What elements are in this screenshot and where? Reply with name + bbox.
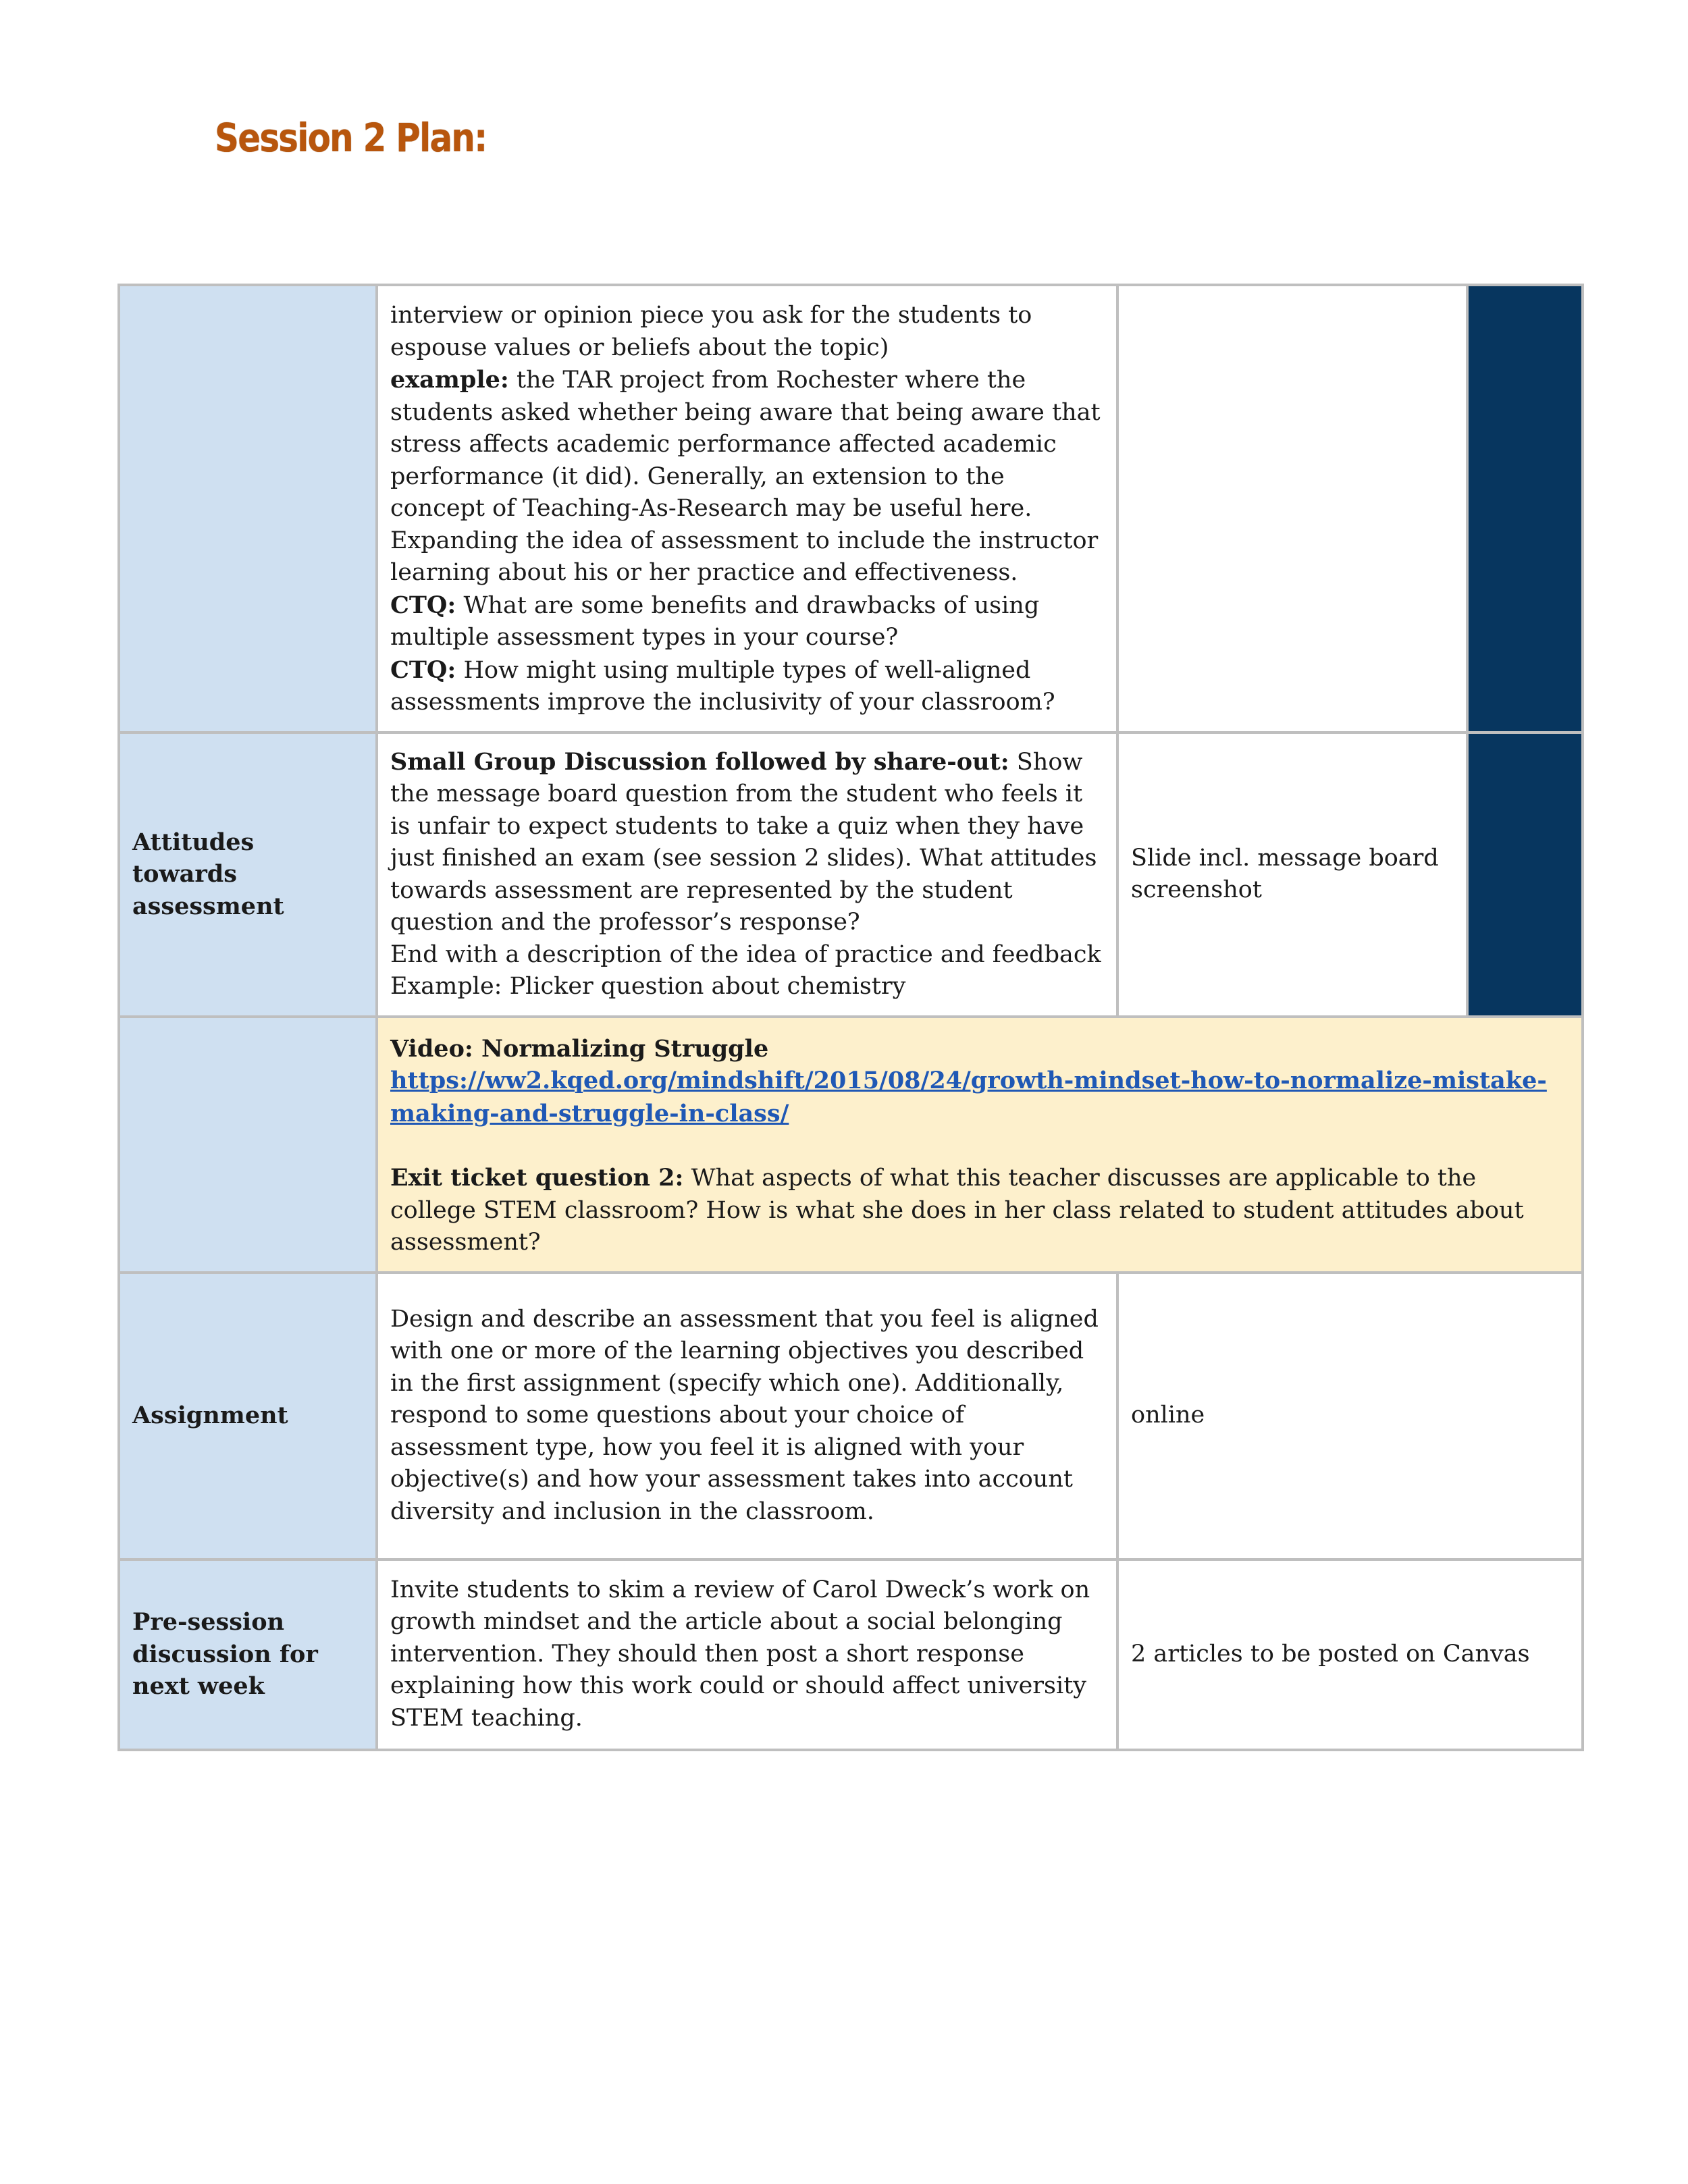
ctq-1 xyxy=(390,589,1104,654)
navy-column-cell xyxy=(1467,733,1583,1017)
example-paragraph xyxy=(390,364,1104,589)
exit-ticket-paragraph xyxy=(390,1162,1569,1259)
row-label-empty xyxy=(119,1017,377,1273)
table-row-continued xyxy=(119,285,1583,733)
intro-text: interview or opinion piece you ask for the students to espouse values or beliefs about the topic) xyxy=(390,302,1032,361)
table-row-attitudes xyxy=(119,733,1583,1017)
ctq-text: What are some benefits and drawbacks of using multiple assessment types in your course? xyxy=(390,591,1040,651)
activity-cell: Invite students to skim a review of Carol Dweck’s work on growth mindset and the article about a social belonging intervention. They should then post a short response explaining how this work could or should affect university STEM teaching. xyxy=(377,1560,1117,1750)
ctq-label: CTQ: xyxy=(390,656,456,684)
video-title: Video: Normalizing Struggle xyxy=(390,1034,769,1063)
page-title: Session 2 Plan: xyxy=(215,115,487,161)
session-plan-table xyxy=(117,284,1584,1751)
spacer xyxy=(390,1130,1569,1162)
activity-cell xyxy=(377,285,1117,733)
ctq-text: How might using multiple types of well-aligned assessments improve the inclusivity of your classroom? xyxy=(390,656,1055,716)
activity-cell: Design and describe an assessment that you feel is aligned with one or more of the learning objectives you described in the first assignment (specify which one). Additionally, respond to some questions about your choice of assessment type, how you feel it is aligned with your objective(s) and how your assessment takes into account diversity and inclusion in the classroom. xyxy=(377,1273,1117,1560)
materials-cell: Slide incl. message board screenshot xyxy=(1117,733,1467,1017)
video-cell xyxy=(377,1017,1583,1273)
row-label-attitudes: Attitudes towards assessment xyxy=(119,733,377,1017)
video-link[interactable]: https://ww2.kqed.org/mindshift/2015/08/24/growth-mindset-how-to-normalize-mistake-making-and-struggle-in-class/ xyxy=(390,1067,1547,1127)
row-label-empty xyxy=(119,285,377,733)
activity-cell xyxy=(377,733,1117,1017)
discussion-text: Show the message board question from the student who feels it is unfair to expect students to take a quiz when they have just finished an exam (see session 2 slides). What attitudes towards assessment are represented by the student question and the professor’s response? xyxy=(390,748,1097,936)
discussion-label: Small Group Discussion followed by share-out: xyxy=(390,747,1009,776)
practice-feedback-text: End with a description of the idea of practice and feedback xyxy=(390,940,1101,968)
discussion-paragraph xyxy=(390,746,1104,939)
materials-cell: 2 articles to be posted on Canvas xyxy=(1117,1560,1583,1750)
video-link-line xyxy=(390,1065,1569,1130)
plicker-example-text: Example: Plicker question about chemistry xyxy=(390,973,906,1000)
exit-ticket-text: What aspects of what this teacher discusses are applicable to the college STEM classroom? How is what she does in her class related to student attitudes about assessment? xyxy=(390,1165,1524,1256)
row-label-presession: Pre-session discussion for next week xyxy=(119,1560,377,1750)
navy-column-cell xyxy=(1467,285,1583,733)
table-row-assignment xyxy=(119,1273,1583,1560)
exit-ticket-label: Exit ticket question 2: xyxy=(390,1164,684,1192)
table-row-video xyxy=(119,1017,1583,1273)
example-text: the TAR project from Rochester where the students asked whether being aware that being aware that stress affects academic performance affected academic performance (it did). Generally, an extension to the concept of Teaching-As-Research may be useful here. Expanding the idea of assessment to include the instructor learning about his or her practice and effectiveness. xyxy=(390,367,1101,586)
ctq-2 xyxy=(390,654,1104,719)
materials-cell: online xyxy=(1117,1273,1583,1560)
row-label-assignment: Assignment xyxy=(119,1273,377,1560)
table-row-presession xyxy=(119,1560,1583,1750)
example-label: example: xyxy=(390,366,509,394)
ctq-label: CTQ: xyxy=(390,591,456,619)
materials-cell-empty xyxy=(1117,285,1467,733)
